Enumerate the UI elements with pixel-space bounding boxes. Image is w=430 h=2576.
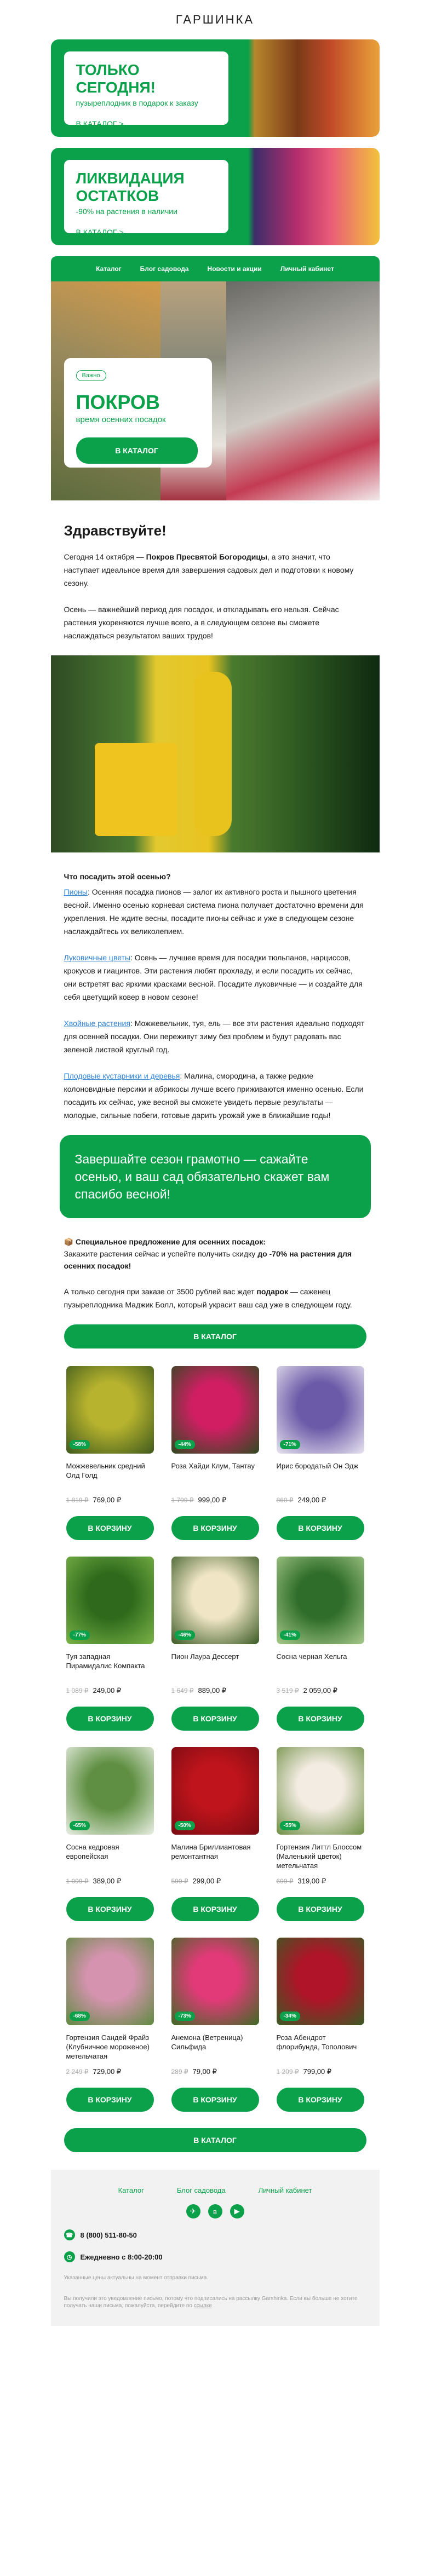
product-card[interactable] xyxy=(171,1938,259,2112)
discount-badge: -71% xyxy=(280,1440,300,1449)
catalog-button-bottom[interactable]: В КАТАЛОГ xyxy=(64,2128,366,2152)
item-text: : Можжевельник, туя, ель — все эти растения идеально подходят для осенней посадки. Они переживут зиму без проблем и будут радовать вас зеленой листвой круглый год. xyxy=(64,1019,365,1054)
current-price: 999,00 ₽ xyxy=(198,1496,227,1504)
telegram-icon[interactable]: ✈ xyxy=(186,2204,200,2218)
footer-nav-catalog[interactable]: Каталог xyxy=(118,2186,144,2194)
banner-card xyxy=(64,51,228,128)
item-text: : Осенняя посадка пионов — залог их активного роста и пышного цветения весной. Именно осенью корневая система пиона получает достаточно времени для укрепления. Не ждите весны, посадите пионы сейчас и уже в следующем сезоне наслаждайтесь их великолепием. xyxy=(64,888,364,936)
product-image[interactable] xyxy=(66,1557,154,1644)
unsubscribe-note xyxy=(64,2295,366,2309)
add-to-cart-button[interactable]: В КОРЗИНУ xyxy=(66,2088,154,2112)
add-to-cart-button[interactable]: В КОРЗИНУ xyxy=(66,1897,154,1921)
product-card[interactable] xyxy=(171,1366,259,1540)
old-price: 1 099 ₽ xyxy=(66,1877,89,1885)
price-row xyxy=(66,1685,154,1697)
discount-badge: -50% xyxy=(175,1821,195,1830)
banner-catalog-link[interactable]: В КАТАЛОГ > xyxy=(76,119,124,128)
gift-bold: подарок xyxy=(256,1287,288,1296)
product-name[interactable]: Ирис бородатый Он Эдж xyxy=(276,1462,359,1470)
add-to-cart-button[interactable]: В КОРЗИНУ xyxy=(277,1707,364,1731)
catalog-button-top[interactable]: В КАТАЛОГ xyxy=(64,1324,366,1348)
product-card[interactable] xyxy=(66,1938,154,2112)
price-note: Указанные цены актуальны на момент отправки письма. xyxy=(64,2275,209,2281)
current-price: 799,00 ₽ xyxy=(303,2067,332,2076)
offer-text: Закажите растения сейчас и успейте получить скидку xyxy=(64,1249,258,1258)
intro-bold: Покров Пресвятой Богородицы xyxy=(146,552,267,561)
product-image[interactable] xyxy=(171,1557,259,1644)
current-price: 319,00 ₽ xyxy=(297,1877,326,1885)
product-card[interactable] xyxy=(277,1747,364,1921)
product-card[interactable] xyxy=(171,1747,259,1921)
old-price: 3 519 ₽ xyxy=(276,1687,299,1695)
product-image[interactable] xyxy=(171,1938,259,2025)
gift-text: А только сегодня при заказе от 3500 рублей вас ждет xyxy=(64,1287,257,1296)
phone-number[interactable]: 8 (800) 511-80-50 xyxy=(80,2231,137,2239)
product-card[interactable] xyxy=(277,1366,364,1540)
add-to-cart-button[interactable]: В КОРЗИНУ xyxy=(171,1707,259,1731)
item-conifers xyxy=(64,1017,366,1056)
current-price: 79,00 ₽ xyxy=(192,2067,217,2076)
product-image[interactable] xyxy=(66,1938,154,2025)
footer-nav-account[interactable]: Личный кабинет xyxy=(258,2186,312,2194)
product-card[interactable] xyxy=(66,1557,154,1731)
add-to-cart-button[interactable]: В КОРЗИНУ xyxy=(277,1516,364,1540)
gift-text: — саженец пузыреплодника Маджик Болл, который украсит ваш сад уже в следующем году. xyxy=(64,1287,352,1309)
current-price: 249,00 ₽ xyxy=(297,1496,326,1504)
conifers-link[interactable]: Хвойные растения xyxy=(64,1019,130,1028)
current-price: 249,00 ₽ xyxy=(93,1686,122,1695)
old-price: 699 ₽ xyxy=(276,1877,294,1885)
product-image[interactable] xyxy=(277,1366,364,1454)
product-name[interactable]: Малина Бриллиантовая ремонтантная xyxy=(171,1843,251,1860)
phone-icon: ☎ xyxy=(64,2229,75,2240)
product-name[interactable]: Роза Абендрот флорибунда, Тополович xyxy=(276,2033,357,2051)
price-row xyxy=(66,1494,154,1506)
current-price: 729,00 ₽ xyxy=(93,2067,122,2076)
product-card[interactable] xyxy=(171,1557,259,1731)
current-price: 299,00 ₽ xyxy=(192,1877,221,1885)
banner-title: ТОЛЬКО СЕГОДНЯ! xyxy=(76,61,156,96)
price-row xyxy=(171,1875,259,1887)
item-text: : Малина, смородина, а также редкие колоновидные персики и абрикосы лучше всего приживаются именно осенью. Если посадить их сейчас, уже весной вы сможете увидеть первые результаты — молодые, сильные побеги, готовые дарить урожай уже в ближайшие годы! xyxy=(64,1071,364,1120)
discount-badge: -41% xyxy=(280,1630,300,1640)
product-name[interactable]: Анемона (Ветреница) Сильфида xyxy=(171,2033,243,2051)
hero-badge: Важно xyxy=(76,370,106,381)
intro-text: , а это значит, что наступает идеальное время для завершения садовых дел и подготовки к новому сезону. xyxy=(64,552,354,587)
item-fruit xyxy=(64,1069,366,1122)
product-image[interactable] xyxy=(66,1366,154,1454)
discount-badge: -68% xyxy=(70,2012,90,2021)
product-image[interactable] xyxy=(277,1557,364,1644)
product-image[interactable] xyxy=(171,1747,259,1835)
add-to-cart-button[interactable]: В КОРЗИНУ xyxy=(66,1516,154,1540)
fruit-link[interactable]: Плодовые кустарники и деревья xyxy=(64,1071,180,1080)
item-bulbs xyxy=(64,951,366,1004)
product-name[interactable]: Сосна черная Хельга xyxy=(276,1652,347,1661)
package-icon: 📦 xyxy=(64,1237,73,1246)
product-image[interactable] xyxy=(171,1366,259,1454)
social-links xyxy=(64,2204,366,2218)
old-price: 2 249 ₽ xyxy=(66,2068,89,2076)
old-price: 1 799 ₽ xyxy=(171,1496,194,1504)
add-to-cart-button[interactable]: В КОРЗИНУ xyxy=(171,1897,259,1921)
gift-paragraph xyxy=(64,1285,366,1311)
item-peonies xyxy=(64,885,366,938)
hero-catalog-button[interactable]: В КАТАЛОГ xyxy=(76,437,198,464)
intro-text: Сегодня 14 октября — xyxy=(64,552,146,561)
intro-paragraph xyxy=(64,550,366,590)
autumn-paragraph: Осень — важнейший период для посадок, и откладывать его нельзя. Сейчас растения укореняются лучше всего, а в следующем сезоне вы сможете наслаждаться результатом ваших трудов! xyxy=(64,605,339,640)
unsubscribe-link[interactable]: ссылке xyxy=(193,2303,212,2309)
bulbs-link[interactable]: Луковичные цветы xyxy=(64,953,131,962)
price-row xyxy=(171,2066,259,2078)
hero-card xyxy=(64,358,212,468)
email-container xyxy=(51,0,380,2326)
promo-banner-today[interactable] xyxy=(51,39,380,137)
hero-image-right xyxy=(226,281,380,500)
item-text: : Осень — лучшее время для посадки тюльпанов, нарциссов, крокусов и гиацинтов. Эти растения любят прохладу, и если посадить их сейчас, они встретят вас яркими красками весной. Посадите луковичные — и создайте для себя цветущий ковер в новом сезоне! xyxy=(64,953,363,1001)
greeting: Здравствуйте! xyxy=(64,522,167,539)
price-row xyxy=(171,1494,259,1506)
section-question: Что посадить этой осенью? xyxy=(64,872,171,881)
main-nav xyxy=(51,256,380,281)
garden-photo xyxy=(51,655,380,852)
hero-title: ПОКРОВ xyxy=(76,391,160,413)
footer xyxy=(51,2170,380,2326)
current-price: 889,00 ₽ xyxy=(198,1686,227,1695)
product-name[interactable]: Гортензия Сандей Фрайз (Клубничное мороженое) метельчатая xyxy=(66,2033,150,2060)
price-row xyxy=(277,2066,364,2078)
add-to-cart-button[interactable]: В КОРЗИНУ xyxy=(66,1707,154,1731)
old-price: 1 649 ₽ xyxy=(171,1687,194,1695)
discount-badge: -34% xyxy=(280,2012,300,2021)
old-price: 599 ₽ xyxy=(171,1877,188,1885)
banner-subtitle: пузыреплодник в подарок к заказу xyxy=(76,99,198,107)
product-card[interactable] xyxy=(277,1557,364,1731)
banner-catalog-link[interactable]: В КАТАЛОГ > xyxy=(76,228,124,237)
boot-shape xyxy=(193,672,232,836)
offer-discount: до -70% на растения для осенних посадок! xyxy=(64,1249,352,1270)
add-to-cart-button[interactable]: В КОРЗИНУ xyxy=(171,1516,259,1540)
vk-icon[interactable]: в xyxy=(208,2204,222,2218)
nav-item-news[interactable]: Новости и акции xyxy=(207,265,262,273)
youtube-icon[interactable]: ▶ xyxy=(230,2204,244,2218)
special-offer xyxy=(64,1236,366,1272)
price-row xyxy=(171,1685,259,1697)
current-price: 2 059,00 ₽ xyxy=(303,1686,337,1695)
discount-badge: -73% xyxy=(175,2012,195,2021)
hours-row xyxy=(64,2251,366,2262)
working-hours: Ежедневно с 8:00-20:00 xyxy=(80,2252,163,2261)
peonies-link[interactable]: Пионы xyxy=(64,888,88,896)
add-to-cart-button[interactable]: В КОРЗИНУ xyxy=(277,2088,364,2112)
old-price: 860 ₽ xyxy=(276,1496,294,1504)
old-price: 1 209 ₽ xyxy=(276,2068,299,2076)
banner-card xyxy=(64,160,228,237)
legal-text: Вы получили это уведомление письмо, потому что подписались на рассылку Garshinka. Если вы больше не хотите получать наши письма, пожалуйста, перейдите по xyxy=(64,2296,358,2309)
promo-banner-liquidation[interactable] xyxy=(51,148,380,245)
banner-subtitle: -90% на растения в наличии xyxy=(76,207,177,216)
discount-badge: -77% xyxy=(70,1630,90,1640)
price-row xyxy=(66,2066,154,2078)
discount-badge: -55% xyxy=(280,1821,300,1830)
product-name[interactable]: Сосна кедровая европейская xyxy=(66,1843,119,1860)
banner-title: ЛИКВИДАЦИЯ ОСТАТКОВ xyxy=(76,170,185,204)
offer-heading: Специальное предложение для осенних посадок: xyxy=(75,1237,266,1246)
discount-badge: -44% xyxy=(175,1440,195,1449)
current-price: 769,00 ₽ xyxy=(93,1496,122,1504)
old-price: 1 819 ₽ xyxy=(66,1496,89,1504)
clock-icon: ◷ xyxy=(64,2251,75,2262)
product-card[interactable] xyxy=(66,1747,154,1921)
price-row xyxy=(277,1685,364,1697)
basket-shape xyxy=(95,743,177,836)
price-row xyxy=(277,1875,364,1887)
product-name[interactable]: Пион Лаура Дессерт xyxy=(171,1652,239,1661)
hero-banner xyxy=(51,281,380,500)
hero-subtitle: время осенних посадок xyxy=(76,415,166,424)
footer-nav-blog[interactable]: Блог садовода xyxy=(176,2186,226,2194)
price-row xyxy=(66,1875,154,1887)
product-card[interactable] xyxy=(277,1938,364,2112)
discount-badge: -58% xyxy=(70,1440,90,1449)
old-price: 289 ₽ xyxy=(171,2068,188,2076)
nav-item-catalog[interactable]: Каталог xyxy=(96,265,122,273)
product-image[interactable] xyxy=(277,1938,364,2025)
nav-item-account[interactable]: Личный кабинет xyxy=(280,265,334,273)
add-to-cart-button[interactable]: В КОРЗИНУ xyxy=(277,1897,364,1921)
product-card[interactable] xyxy=(66,1366,154,1540)
footer-nav xyxy=(64,2186,366,2194)
product-grid xyxy=(51,1366,380,2112)
add-to-cart-button[interactable]: В КОРЗИНУ xyxy=(171,2088,259,2112)
product-name[interactable]: Роза Хайди Клум, Тантау xyxy=(171,1462,255,1470)
product-image[interactable] xyxy=(277,1747,364,1835)
product-image[interactable] xyxy=(66,1747,154,1835)
product-name[interactable]: Туя западная Пирамидалис Компакта xyxy=(66,1652,145,1670)
discount-badge: -46% xyxy=(175,1630,195,1640)
discount-badge: -65% xyxy=(70,1821,90,1830)
quote-block: Завершайте сезон грамотно — сажайте осенью, и ваш сад обязательно скажет вам спасибо весной! xyxy=(60,1135,371,1218)
product-name[interactable]: Можжевельник средний Олд Голд xyxy=(66,1462,145,1479)
letter-body xyxy=(51,500,380,1311)
brand-logo[interactable]: ГАРШИНКА xyxy=(175,13,255,26)
price-row xyxy=(277,1494,364,1506)
old-price: 1 089 ₽ xyxy=(66,1687,89,1695)
product-name[interactable]: Гортензия Литтл Блоссом (Маленький цветок) метельчатая xyxy=(276,1843,362,1870)
phone-row xyxy=(64,2229,366,2240)
nav-item-blog[interactable]: Блог садовода xyxy=(140,265,189,273)
current-price: 389,00 ₽ xyxy=(93,1877,122,1885)
